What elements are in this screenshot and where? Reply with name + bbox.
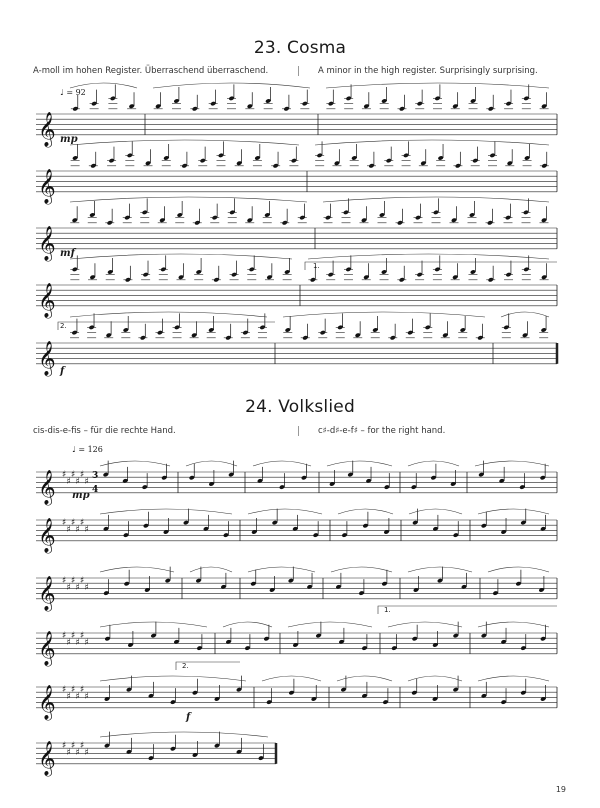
sharp-icon: ♯ bbox=[84, 692, 89, 702]
slur bbox=[478, 622, 549, 627]
slur bbox=[326, 83, 549, 88]
treble-clef-icon: 𝄞 bbox=[38, 630, 56, 666]
tempo-marking: ♩ = 92 bbox=[60, 88, 86, 97]
sharp-icon: ♯ bbox=[84, 477, 89, 487]
treble-clef-icon: 𝄞 bbox=[38, 111, 56, 147]
dynamic-marking: f bbox=[60, 366, 65, 377]
volta-bracket bbox=[378, 606, 557, 614]
slur bbox=[388, 622, 462, 627]
slur bbox=[70, 83, 137, 88]
slur bbox=[283, 312, 485, 317]
sharp-icon: ♯ bbox=[84, 748, 89, 758]
sharp-icon: ♯ bbox=[62, 576, 67, 586]
slur bbox=[409, 509, 462, 514]
volta-label: 2. bbox=[60, 322, 67, 330]
sharp-icon: ♯ bbox=[75, 525, 80, 535]
treble-clef-icon: 𝄞 bbox=[38, 225, 56, 261]
sharp-icon: ♯ bbox=[66, 477, 71, 487]
slur bbox=[408, 676, 462, 681]
sharp-icon: ♯ bbox=[71, 576, 76, 586]
sharp-icon: ♯ bbox=[80, 741, 85, 751]
instruction-german: A-moll im hohen Register. Überraschend überraschend. bbox=[33, 66, 269, 76]
sharp-icon: ♯ bbox=[62, 631, 67, 641]
volta-label: 2. bbox=[182, 662, 189, 670]
dynamic-marking: f bbox=[186, 712, 191, 723]
instruction-english: c♯-d♯-e-f♯ – for the right hand. bbox=[318, 426, 446, 436]
slur bbox=[100, 676, 246, 681]
slur bbox=[288, 622, 372, 627]
sharp-icon: ♯ bbox=[75, 583, 80, 593]
sharp-icon: ♯ bbox=[71, 631, 76, 641]
slur bbox=[100, 567, 174, 572]
sharp-icon: ♯ bbox=[80, 685, 85, 695]
treble-clef-icon: 𝄞 bbox=[38, 517, 56, 553]
slur bbox=[501, 312, 549, 317]
sharp-icon: ♯ bbox=[75, 638, 80, 648]
slur bbox=[475, 461, 549, 466]
slur bbox=[100, 622, 207, 627]
treble-clef-icon: 𝄞 bbox=[38, 282, 56, 318]
sharp-icon: ♯ bbox=[71, 518, 76, 528]
slur bbox=[478, 676, 549, 681]
slur bbox=[323, 197, 549, 202]
slur bbox=[70, 312, 267, 317]
sharp-icon: ♯ bbox=[80, 631, 85, 641]
sharp-icon: ♯ bbox=[66, 525, 71, 535]
dynamic-marking: mp bbox=[60, 134, 78, 145]
slur bbox=[70, 140, 299, 145]
sharp-icon: ♯ bbox=[80, 518, 85, 528]
slur bbox=[153, 83, 310, 88]
piece-title: 24. Volkslied bbox=[245, 397, 355, 417]
slur bbox=[248, 567, 315, 572]
sharp-icon: ♯ bbox=[66, 692, 71, 702]
sharp-icon: ♯ bbox=[80, 470, 85, 480]
slur bbox=[327, 461, 392, 466]
page-number: 19 bbox=[555, 785, 566, 794]
treble-clef-icon: 𝄞 bbox=[38, 340, 56, 376]
slur bbox=[248, 509, 322, 514]
slur bbox=[186, 461, 237, 466]
slur bbox=[262, 676, 321, 681]
sharp-icon: ♯ bbox=[75, 477, 80, 487]
sharp-icon: ♯ bbox=[71, 741, 76, 751]
slur bbox=[331, 567, 392, 572]
slur bbox=[100, 461, 170, 466]
sharp-icon: ♯ bbox=[75, 748, 80, 758]
slur bbox=[70, 197, 307, 202]
time-signature-icon: 3 bbox=[92, 471, 99, 481]
slur bbox=[100, 509, 232, 514]
slur bbox=[478, 509, 549, 514]
slur bbox=[253, 461, 311, 466]
volta-label: 1. bbox=[384, 606, 391, 614]
slur bbox=[308, 254, 549, 259]
treble-clef-icon: 𝄞 bbox=[38, 575, 56, 611]
sharp-icon: ♯ bbox=[84, 638, 89, 648]
slur bbox=[70, 254, 292, 259]
sharp-icon: ♯ bbox=[71, 470, 76, 480]
sharp-icon: ♯ bbox=[62, 518, 67, 528]
treble-clef-icon: 𝄞 bbox=[38, 684, 56, 720]
sharp-icon: ♯ bbox=[84, 525, 89, 535]
dynamic-marking: mp bbox=[72, 490, 90, 501]
sharp-icon: ♯ bbox=[75, 692, 80, 702]
sharp-icon: ♯ bbox=[80, 576, 85, 586]
slur bbox=[488, 567, 549, 572]
slur bbox=[408, 567, 472, 572]
treble-clef-icon: 𝄞 bbox=[38, 740, 56, 776]
slur bbox=[408, 461, 459, 466]
dynamic-marking: mf bbox=[60, 248, 75, 259]
tempo-marking: ♩ = 126 bbox=[72, 445, 103, 454]
sharp-icon: ♯ bbox=[71, 685, 76, 695]
volta-label: 1. bbox=[313, 262, 320, 270]
volta-bracket bbox=[176, 662, 240, 670]
sharp-icon: ♯ bbox=[62, 741, 67, 751]
sharp-icon: ♯ bbox=[62, 470, 67, 480]
slur bbox=[100, 732, 268, 737]
sharp-icon: ♯ bbox=[84, 583, 89, 593]
piece-title: 23. Cosma bbox=[253, 38, 347, 58]
slur bbox=[190, 567, 232, 572]
sharp-icon: ♯ bbox=[62, 685, 67, 695]
instruction-english: A minor in the high register. Surprisingly surprising. bbox=[318, 66, 538, 76]
treble-clef-icon: 𝄞 bbox=[38, 168, 56, 204]
sharp-icon: ♯ bbox=[66, 638, 71, 648]
slur bbox=[337, 676, 392, 681]
slur bbox=[338, 509, 393, 514]
volta-bracket bbox=[305, 262, 557, 270]
sharp-icon: ♯ bbox=[66, 748, 71, 758]
sharp-icon: ♯ bbox=[66, 583, 71, 593]
time-signature-icon: 4 bbox=[92, 485, 99, 495]
slur bbox=[223, 622, 272, 627]
slur bbox=[315, 140, 549, 145]
treble-clef-icon: 𝄞 bbox=[38, 469, 56, 505]
instruction-german: cis-dis-e-fis – für die rechte Hand. bbox=[33, 426, 176, 436]
